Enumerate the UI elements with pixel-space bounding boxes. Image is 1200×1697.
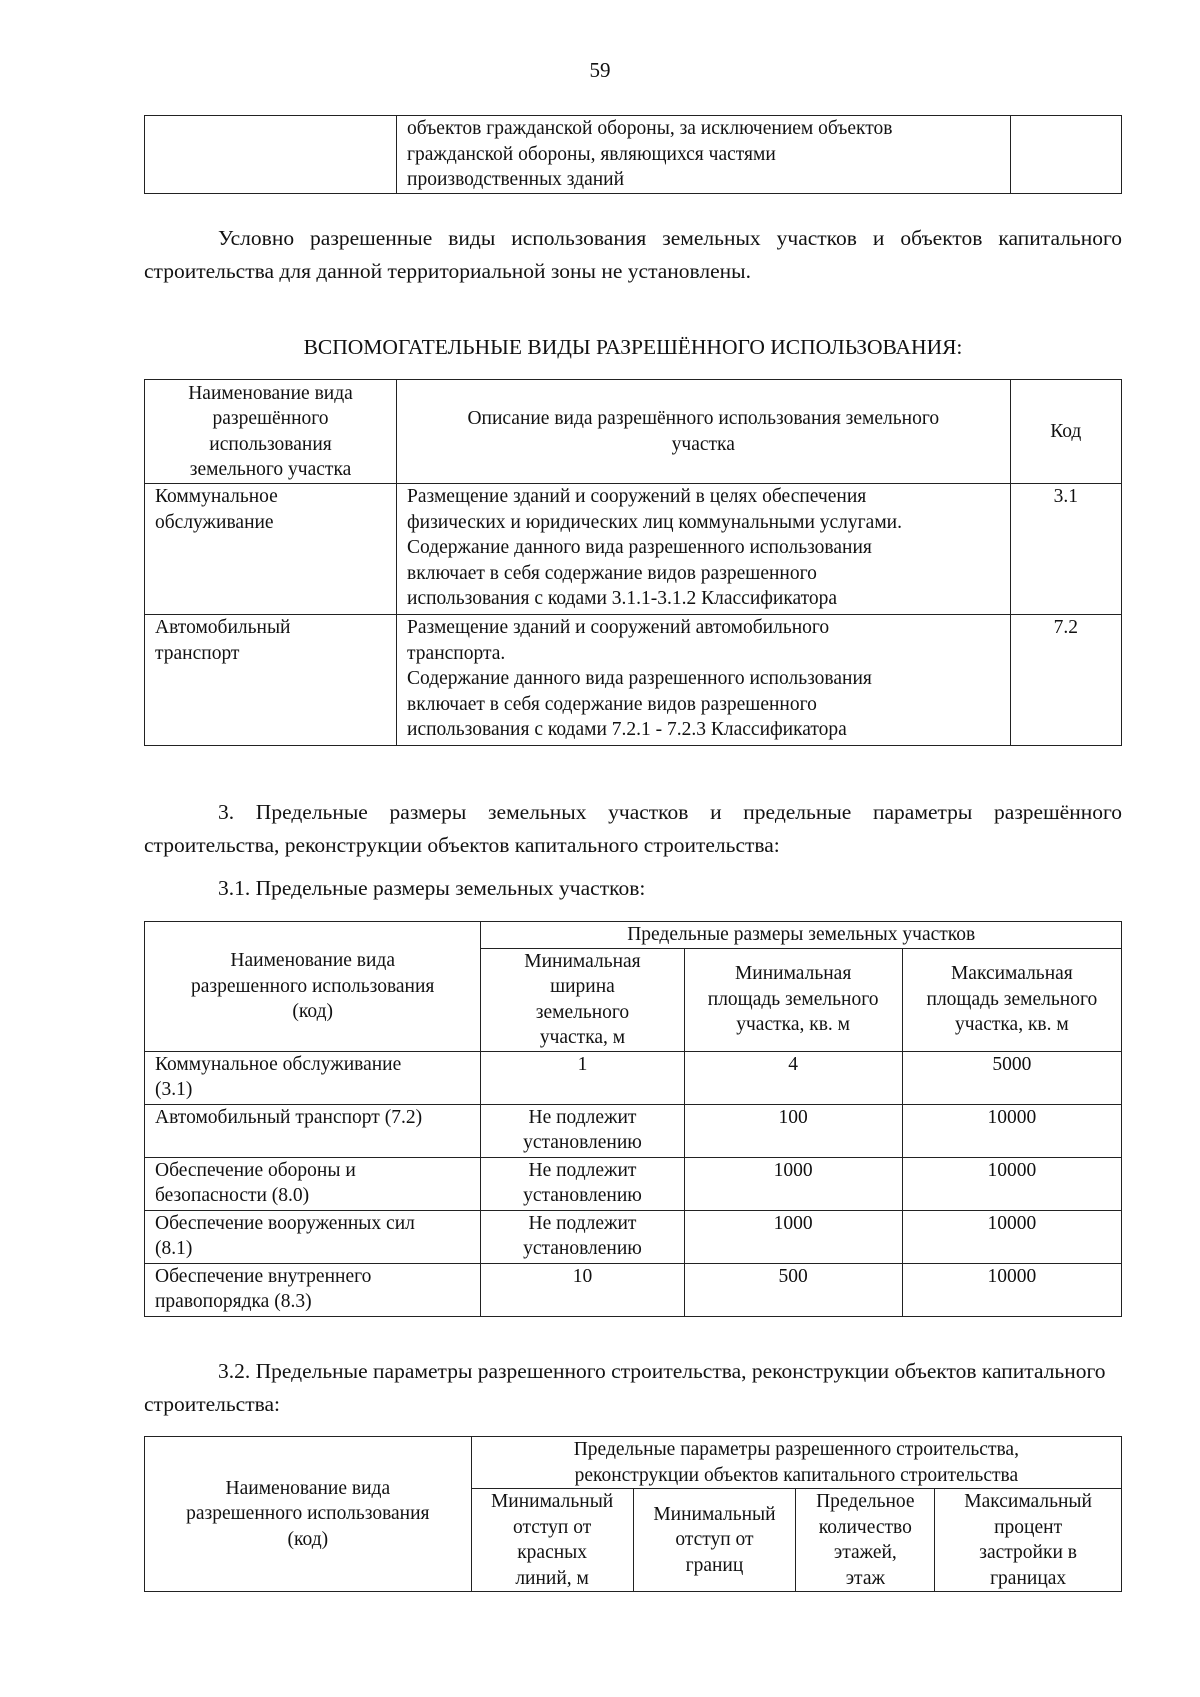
section-3-1-title: 3.1. Предельные размеры земельных участков: bbox=[218, 876, 646, 900]
sizes-row-max-area: 5000 bbox=[902, 1051, 1121, 1104]
empty-cell bbox=[145, 116, 397, 194]
sizes-row-max-area: 10000 bbox=[902, 1210, 1121, 1263]
aux-row-name: Автомобильный транспорт bbox=[145, 615, 397, 746]
conditional-uses-paragraph: Условно разрешенные виды использования земельных участков и объектов капитального строительства для данной территориальной зоны не установлены. bbox=[144, 226, 1122, 283]
sizes-row-name: Обеспечение внутреннего правопорядка (8.3) bbox=[145, 1263, 481, 1316]
plot-sizes-table bbox=[144, 921, 1122, 1317]
aux-row-name: Коммунальное обслуживание bbox=[145, 484, 397, 615]
sizes-row-min-width: 1 bbox=[481, 1051, 684, 1104]
sizes-row-min-width: Не подлежит установлению bbox=[481, 1104, 684, 1157]
table-row bbox=[145, 1104, 1122, 1157]
top-table-text: объектов гражданской обороны, за исключением объектов гражданской обороны, являющихся частями производственных зданий bbox=[397, 116, 1011, 194]
aux-row-code: 3.1 bbox=[1010, 484, 1121, 615]
section-3-paragraph: 3. Предельные размеры земельных участков и предельные параметры разрешённого строительства, реконструкции объектов капитального строительства: bbox=[144, 800, 1122, 857]
aux-header-name: Наименование вида разрешённого использования земельного участка bbox=[145, 380, 397, 484]
sizes-header-group: Предельные размеры земельных участков bbox=[481, 922, 1122, 949]
sizes-row-min-area: 500 bbox=[684, 1263, 902, 1316]
aux-header-description: Описание вида разрешённого использования земельного участка bbox=[397, 380, 1011, 484]
top-table bbox=[144, 115, 1122, 194]
sizes-row-max-area: 10000 bbox=[902, 1104, 1121, 1157]
table-row bbox=[145, 484, 1122, 615]
aux-uses-heading: ВСПОМОГАТЕЛЬНЫЕ ВИДЫ РАЗРЕШЁННОГО ИСПОЛЬЗОВАНИЯ: bbox=[303, 335, 963, 359]
params-header-coverage: Максимальный процент застройки в границах bbox=[935, 1489, 1122, 1592]
params-header-group: Предельные параметры разрешенного строительства, реконструкции объектов капитального строительства bbox=[471, 1437, 1121, 1489]
aux-header-code: Код bbox=[1010, 380, 1121, 484]
table-row bbox=[145, 615, 1122, 746]
sizes-header-min-area: Минимальная площадь земельного участка, кв. м bbox=[684, 948, 902, 1051]
page-number: 59 bbox=[589, 58, 611, 82]
aux-row-description: Размещение зданий и сооружений автомобильного транспорта. Содержание данного вида разрешенного использования включает в себя содержание видов разрешенного использования с кодами 7.2.1 - 7.2.3 Классификатора bbox=[397, 615, 1011, 746]
sizes-row-name: Обеспечение вооруженных сил (8.1) bbox=[145, 1210, 481, 1263]
params-header-boundary-setback: Минимальный отступ от границ bbox=[633, 1489, 796, 1592]
sizes-row-name: Автомобильный транспорт (7.2) bbox=[145, 1104, 481, 1157]
sizes-row-name: Коммунальное обслуживание (3.1) bbox=[145, 1051, 481, 1104]
sizes-row-min-width: 10 bbox=[481, 1263, 684, 1316]
params-header-red-line-setback: Минимальный отступ от красных линий, м bbox=[471, 1489, 633, 1592]
sizes-row-min-width: Не подлежит установлению bbox=[481, 1157, 684, 1210]
sizes-row-min-area: 1000 bbox=[684, 1210, 902, 1263]
aux-uses-table bbox=[144, 379, 1122, 746]
table-row bbox=[145, 1210, 1122, 1263]
sizes-row-max-area: 10000 bbox=[902, 1157, 1121, 1210]
sizes-header-name: Наименование вида разрешенного использования (код) bbox=[145, 922, 481, 1052]
sizes-row-name: Обеспечение обороны и безопасности (8.0) bbox=[145, 1157, 481, 1210]
aux-row-code: 7.2 bbox=[1010, 615, 1121, 746]
table-row bbox=[145, 1051, 1122, 1104]
sizes-row-min-area: 1000 bbox=[684, 1157, 902, 1210]
sizes-row-min-width: Не подлежит установлению bbox=[481, 1210, 684, 1263]
construction-params-table bbox=[144, 1436, 1122, 1592]
aux-row-description: Размещение зданий и сооружений в целях обеспечения физических и юридических лиц коммунальными услугами. Содержание данного вида разрешенного использования включает в себя содержание видов разрешенного использования с кодами 3.1.1-3.1.2 Классификатора bbox=[397, 484, 1011, 615]
table-row bbox=[145, 1263, 1122, 1316]
empty-cell bbox=[1010, 116, 1121, 194]
section-3-2-paragraph: 3.2. Предельные параметры разрешенного строительства, реконструкции объектов капитального строительства: bbox=[144, 1359, 1106, 1416]
sizes-row-min-area: 100 bbox=[684, 1104, 902, 1157]
sizes-header-min-width: Минимальная ширина земельного участка, м bbox=[481, 948, 684, 1051]
sizes-row-min-area: 4 bbox=[684, 1051, 902, 1104]
sizes-header-max-area: Максимальная площадь земельного участка, кв. м bbox=[902, 948, 1121, 1051]
sizes-row-max-area: 10000 bbox=[902, 1263, 1121, 1316]
params-header-floors: Предельное количество этажей, этаж bbox=[796, 1489, 935, 1592]
table-row bbox=[145, 1157, 1122, 1210]
params-header-name: Наименование вида разрешенного использования (код) bbox=[145, 1437, 472, 1592]
